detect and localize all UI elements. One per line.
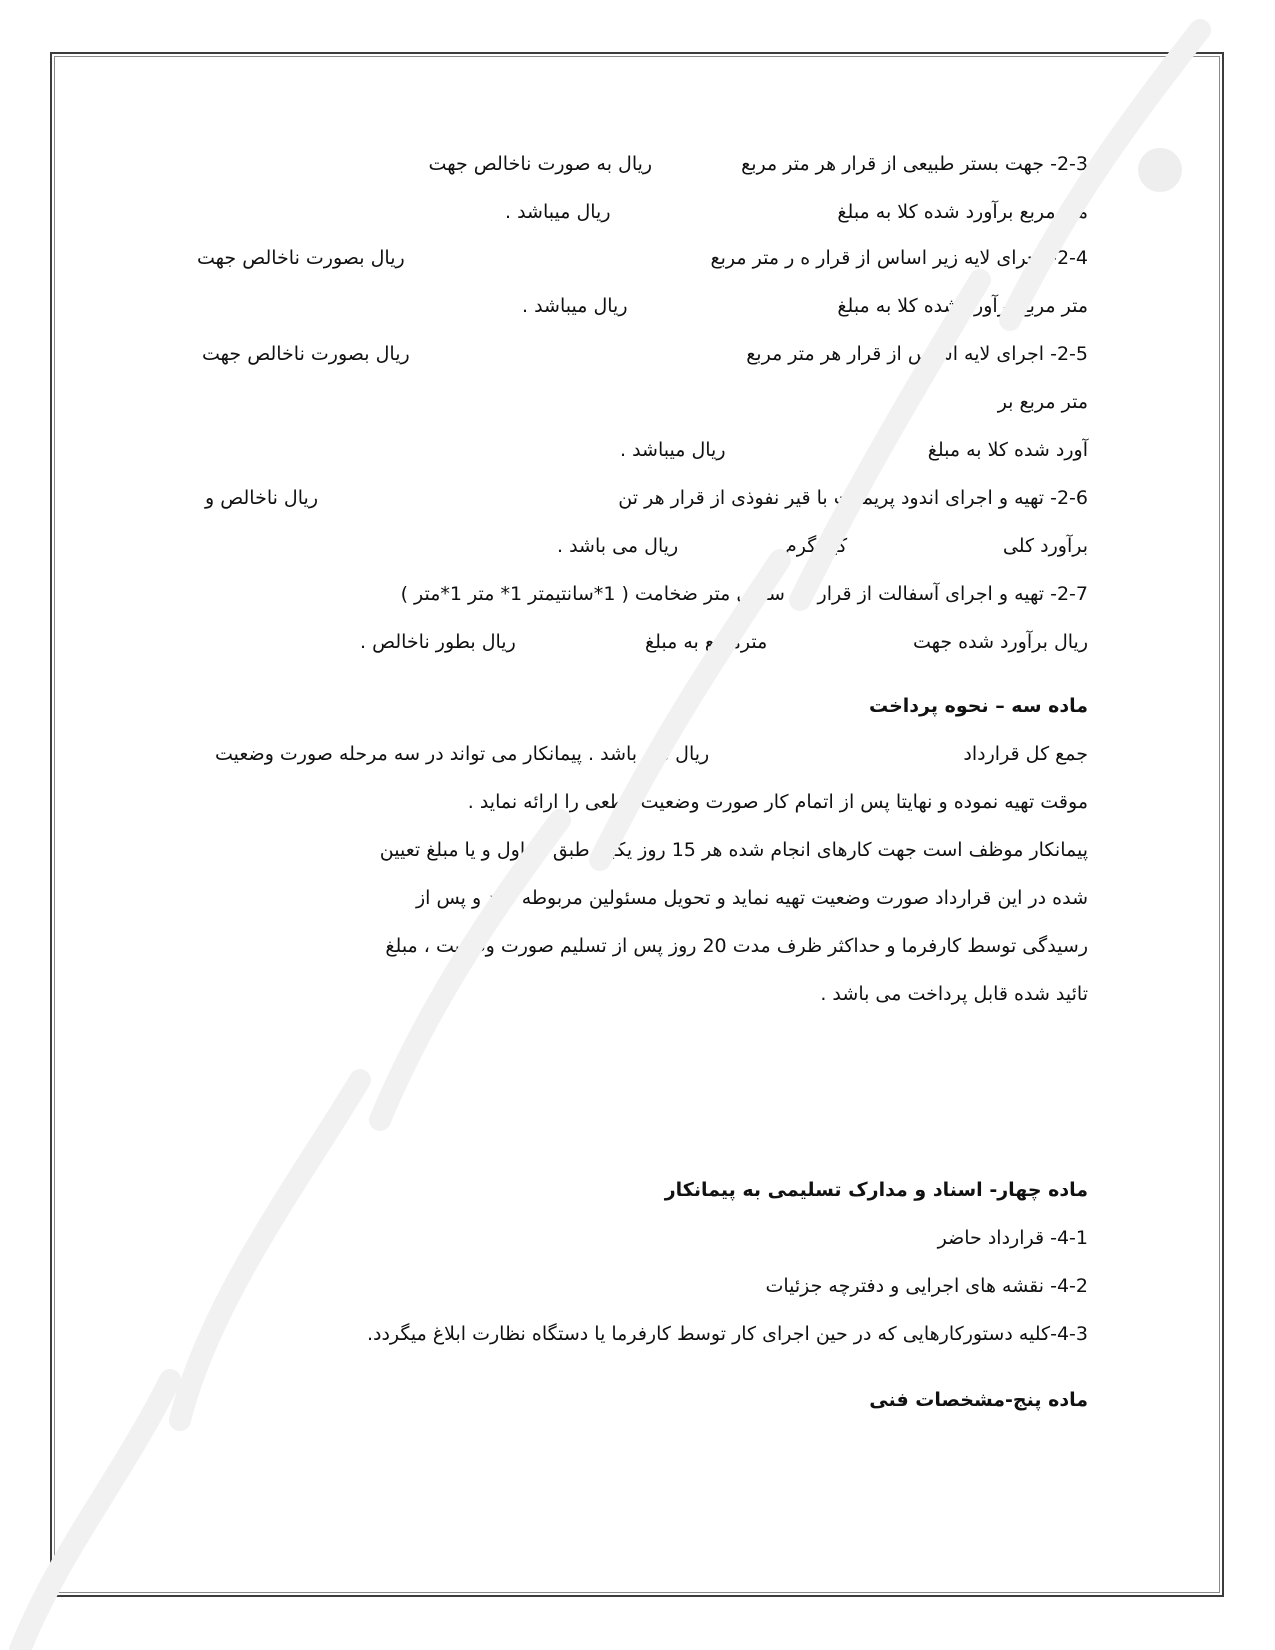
article-three-p1-end: ریال می باشد . پیمانکار می تواند در سه مرحله صورت وضعیت (215, 743, 710, 765)
item-2-5-line3: آورد شده کلا به مبلغ (927, 439, 1088, 461)
item-2-5-line1-end: ریال بصورت ناخالص جهت (202, 343, 410, 365)
item-2-7-line2-end: ریال بطور ناخالص . (360, 631, 516, 653)
article-three-heading: ماده سه – نحوه پرداخت (868, 695, 1088, 717)
item-2-5-line2: متر مربع بر (997, 391, 1088, 413)
item-2-3-line2-end: ریال میباشد . (505, 201, 611, 223)
article-three-p4: شده در این قرارداد صورت وضعیت تهیه نماید و تحویل مسئولین مربوطه دهد و پس از (415, 887, 1088, 909)
item-2-3-line2: متر مربع برآورد شده کلا به مبلغ (837, 201, 1088, 223)
item-2-6-line1-end: ریال ناخالص و (205, 487, 318, 509)
item-2-4-line2: متر مربع برآورد شده کلا به مبلغ (837, 295, 1088, 317)
article-three-p6: تائید شده قابل پرداخت می باشد . (820, 983, 1088, 1005)
item-2-7-line2: ریال برآورد شده جهت (912, 631, 1088, 653)
item-2-5-line1: 2-5- اجرای لایه اساس از قرار هر متر مربع (746, 343, 1088, 365)
article-three-p5: رسیدگی توسط کارفرما و حداکثر ظرف مدت 20 روز پس از تسلیم صورت وضعیت ، مبلغ (385, 935, 1088, 957)
item-2-3-line1: 2-3- جهت بستر طبیعی از قرار هر متر مربع (741, 153, 1088, 175)
article-four-heading: ماده چهار- اسناد و مدارک تسلیمی به پیمانکار (664, 1179, 1088, 1201)
item-2-4-line2-end: ریال میباشد . (522, 295, 628, 317)
item-2-6-line1: 2-6- تهیه و اجرای اندود پریمکت با قیر نفوذی از قرار هر تن (618, 487, 1088, 509)
item-2-3-line1-end: ریال به صورت ناخالص جهت (428, 153, 653, 175)
article-four-item: 4-2- نقشه های اجرایی و دفترچه جزئیات (765, 1275, 1088, 1297)
article-three-p3: پیمانکار موظف است جهت کارهای انجام شده هر 15 روز یکبار طبق جداول و یا مبلغ تعیین (379, 839, 1088, 861)
item-2-4-line1-end: ریال بصورت ناخالص جهت (197, 247, 405, 269)
item-2-6-line2-mid: کیلوگرم (785, 535, 848, 557)
article-four-item: 4-3-کلیه دستورکارهایی که در حین اجرای کار توسط کارفرما یا دستگاه نظارت ابلاغ میگردد. (366, 1323, 1088, 1345)
item-2-7-line2-mid: مترمربع به مبلغ (645, 631, 768, 653)
item-2-6-line2-end: ریال می باشد . (557, 535, 679, 557)
article-three-p2: موقت تهیه نموده و نهایتا پس از اتمام کار صورت وضعیت قطعی را ارائه نماید . (467, 791, 1088, 813)
item-2-5-line3-end: ریال میباشد . (620, 439, 726, 461)
item-2-6-line2: برآورد کلی (1002, 535, 1088, 557)
item-2-4-line1: 2-4- اجرای لایه زیر اساس از قرار ه ر متر مربع (710, 247, 1088, 269)
article-five-heading: ماده پنج-مشخصات فنی (869, 1389, 1088, 1411)
article-four-item: 4-1- قرارداد حاضر (937, 1227, 1088, 1249)
article-three-p1-start: جمع کل قرارداد (963, 743, 1088, 765)
item-2-7-line1: 2-7- تهیه و اجرای آسفالت از قرار هر سانتی متر ضخامت ( 1*سانتیمتر 1* متر 1*متر ) (400, 583, 1088, 605)
